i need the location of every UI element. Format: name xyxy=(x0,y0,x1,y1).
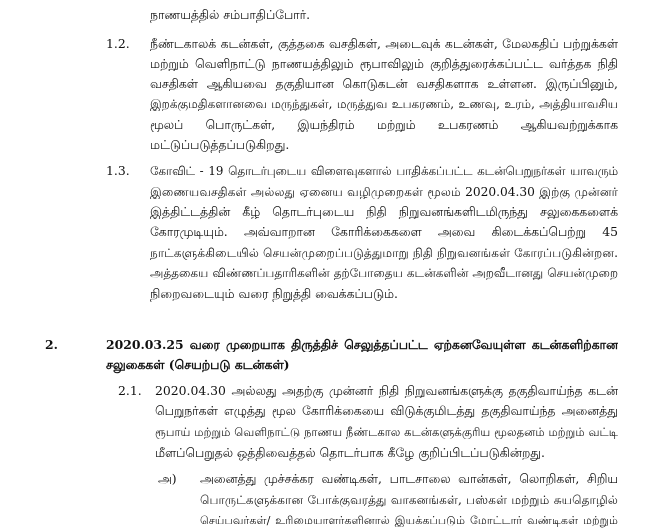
section-2-1-line: பெறுநர்கள் எழுத்து மூல கோரிக்கையை விடுக்குமிடத்து தகுதிவாய்ந்த அனைத்து xyxy=(155,404,618,418)
section-1-2-line: மூலப் பொருட்கள், இயந்திரம் மற்றும் உபகரணம் ஆகியவற்றுக்காக xyxy=(150,118,618,132)
section-1-3-line: கோவிட் - 19 தொடர்புடைய விளைவுகளால் பாதிக்கப்பட்ட கடன்பெறுநர்கள் யாவரும் xyxy=(150,164,618,178)
section-2-1-line: ரூபாய் மற்றும் வெளிநாட்டு நாணய நீண்டகால கடன்களுக்குரிய மூலதனம் மற்றும் வட்டி xyxy=(155,425,618,439)
section-1-3-line: நிறைவடையும் வரை நிறுத்தி வைக்கப்படும். xyxy=(150,286,398,301)
section-1-2-line: மற்றும் வெளிநாட்டு நாணயத்திலும் ரூபாவிலும் குறித்துரைக்கப்பட்ட வர்த்தக நிதி xyxy=(150,57,618,71)
section-2-heading: 2020.03.25 வரை முறையாக திருத்திச் செலுத்தப்பட்ட ஏற்கனவேயுள்ள கடன்களிற்கான xyxy=(106,338,618,352)
section-1-2-line: வசதிகள் ஆகியவை தகுதியான கொடுகடன் வசதிகளாக உள்ளன. இருப்பினும், xyxy=(150,77,618,91)
section-1-2-line: நீண்டகாலக் கடன்கள், குத்தகை வசதிகள், அடைவுக் கடன்கள், மேலகதிப் பற்றுக்கள் xyxy=(150,37,618,51)
continued-text-line: நாணயத்தில் சம்பாதிப்போர். xyxy=(150,7,311,22)
section-1-3-line: இணையவசதிகள் அல்லது ஏனைய வழிமுறைகள் மூலம் 2020.04.30 இற்கு முன்னர் xyxy=(150,185,618,199)
section-number-2: 2. xyxy=(45,337,58,352)
section-2-1-line: மீளப்பெறுதல் ஒத்திவைத்தல் தொடர்பாக கீழே குறிப்பிடப்படுகின்றது. xyxy=(155,445,545,460)
section-2-1-line: 2020.04.30 அல்லது அதற்கு முன்னர் நிதி நிறுவனங்களுக்கு தகுதிவாய்ந்த கடன் xyxy=(155,384,618,398)
section-number-2-1: 2.1. xyxy=(118,383,142,398)
subsection-a-line: செய்பவர்கள்/ உரிமையாளர்களினால் இயக்கப்படும் மோட்டார் வண்டிகள் மற்றும் xyxy=(200,514,618,527)
section-1-3-line: நாட்களுக்கிடையில் செயன்முறைப்படுத்துமாறு நிதி நிறுவனங்கள் கோரப்படுகின்றன. xyxy=(150,246,618,260)
subsection-a-line: அனைத்து முச்சக்கர வண்டிகள், பாடசாலை வான்கள், லொறிகள், சிறிய xyxy=(200,472,618,486)
section-2-heading: சலுகைகள் (செயற்படு கடன்கள்) xyxy=(106,357,290,372)
section-1-2-line: இறக்குமதிகளானவை மருந்துகள், மருத்துவ உபகரணம், உணவு, உரம், அத்தியாவசிய xyxy=(150,97,618,111)
section-1-2-line: மட்டுப்படுத்தப்படுகிறது. xyxy=(150,137,290,152)
section-1-3-line: இத்திட்டத்தின் கீழ் தொடர்புடைய நிதி நிறுவனங்களிடமிருந்து சலுகைகளைக் xyxy=(150,205,618,219)
section-number-1-2: 1.2. xyxy=(106,36,130,51)
section-1-3-line: அத்தகைய விண்ணப்பதாரிகளின் தற்போதைய கடன்களின் அறவீடானது செயன்முறை xyxy=(150,266,618,280)
section-1-3-line: கோரமுடியும். அவ்வாறான கோரிக்கைகளை அவை கிடைக்கப்பெற்று 45 xyxy=(150,225,618,239)
section-number-1-3: 1.3. xyxy=(106,163,130,178)
subsection-a-line: பொருட்களுக்கான போக்குவரத்து வாகனங்கள், பஸ்கள் மற்றும் சுயதொழில் xyxy=(200,493,618,507)
subsection-marker-a: அ) xyxy=(158,471,177,486)
